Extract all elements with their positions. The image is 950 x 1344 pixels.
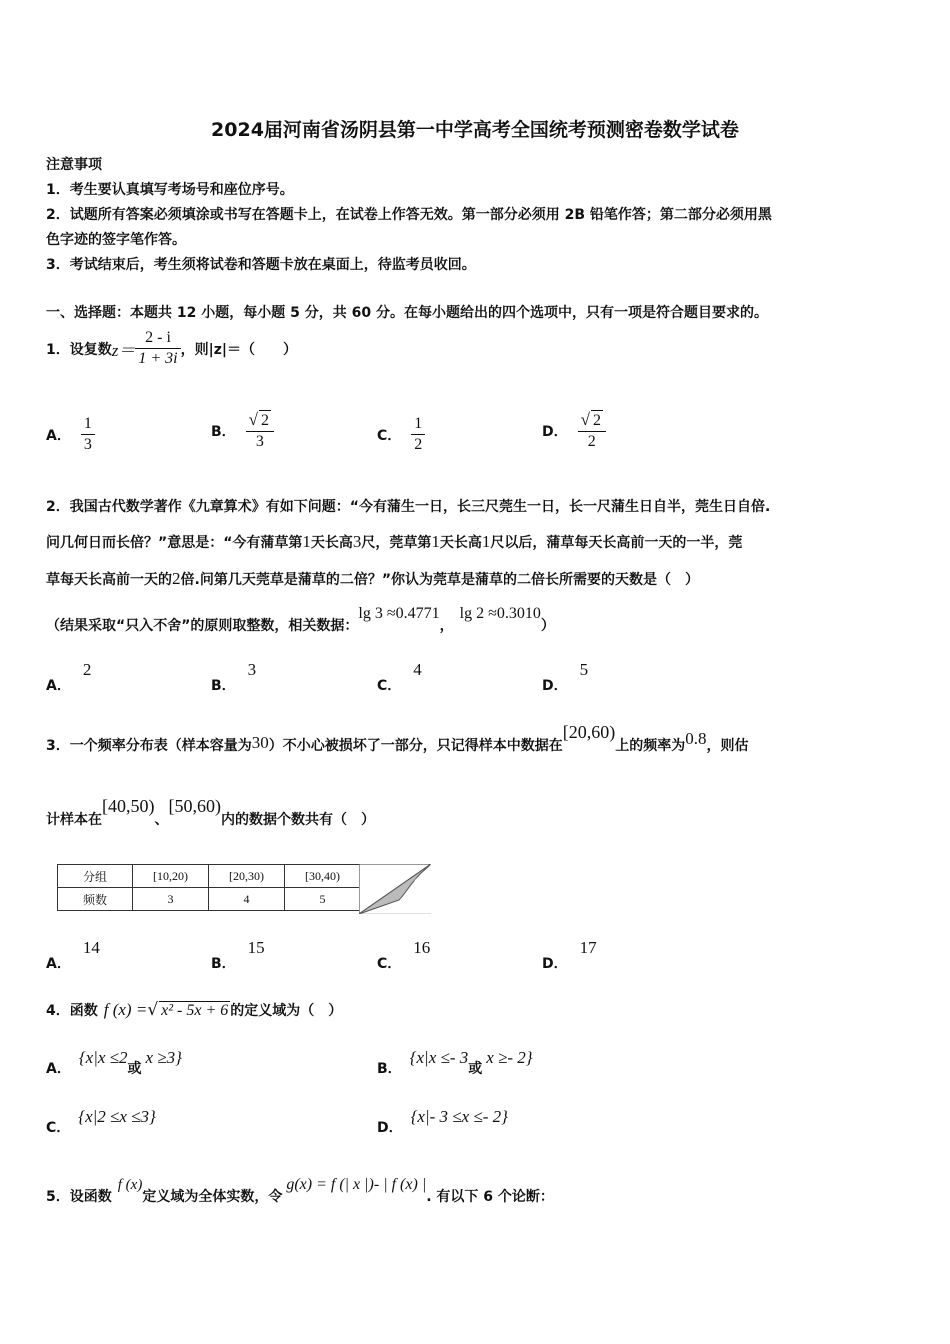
question-4 [46,1000,342,1020]
q2-lg3: lg 3 ≈0.4771 [358,605,440,622]
q3-frequency: 0.8 [685,729,707,748]
q1-option-b[interactable] [211,410,274,452]
table-cell: 频数 [58,888,133,911]
q3-line-1b: ）不小心被损坏了一部分，只记得样本中数据在 [268,738,563,754]
q4-option-d-label: D． [377,1120,403,1136]
q3-line-1 [46,722,749,754]
q1-option-a-den: 3 [83,436,92,453]
table-row [58,865,361,888]
q2-line-3 [46,569,699,589]
q3-option-a[interactable] [46,938,100,972]
table-cell: 3 [133,888,209,911]
table-header-cell: [20,30) [209,865,285,888]
q3-line-1d: ，则估 [706,738,749,754]
q1-option-d-label: D． [542,424,568,440]
q2-option-a-label: A． [46,678,71,694]
q5-prefix: 5．设函数 [46,1189,112,1205]
q1-option-c-fraction [411,414,425,455]
q2-option-d[interactable] [542,660,589,694]
sqrt-icon: √ [147,1000,159,1020]
q3-option-b[interactable] [211,938,265,972]
q2-line-2e: 尺以后，蒲草每天长高前一天的一半，莞 [490,535,743,551]
q4-option-b-set-2: x ≥- 2} [486,1048,533,1067]
q3-option-c[interactable] [377,938,431,972]
q3-line-2 [46,796,375,828]
table-row [58,888,361,911]
q2-num-5: 2 [172,569,181,588]
q4-option-d[interactable] [377,1107,508,1137]
q2-option-a-value: 2 [82,660,92,679]
q2-line-2b: 天长高 [310,535,353,551]
q1-option-a-num: 1 [81,414,95,435]
q1-prefix: 1．设复数 [46,341,112,358]
q1-option-c-num: 1 [411,414,425,435]
q3-interval-2: [50,60) [168,796,221,816]
notice-item-1: 1．考生要认真填写考场号和座位序号。 [46,182,294,198]
q1-option-c[interactable] [377,414,425,455]
q2-num-1: 1 [302,532,311,551]
q5-suffix: . 有以下 6 个论断： [426,1189,554,1205]
q5-g-function: g(x) = f (| x |)- | f (x) | [286,1176,427,1193]
q2-option-c-label: C． [377,678,402,694]
q3-line-2b: 内的数据个数共有（ ） [221,812,375,828]
q3-option-c-label: C． [377,956,402,972]
q2-num-4: 1 [481,532,491,551]
q1-suffix: ，则|z|＝（ ） [180,341,297,358]
q1-option-b-den: 3 [255,433,264,450]
q3-option-c-value: 16 [413,938,431,957]
q2-option-c-value: 4 [413,660,422,679]
q4-option-b-label: B． [377,1061,402,1077]
q2-line-2a: 问几何日而长倍？”意思是：“今有蒲草第 [46,535,303,551]
q1-option-a[interactable] [46,414,95,455]
q4-option-b-set-1: {x|x ≤- 3 [409,1048,469,1067]
q4-suffix: 的定义域为（ ） [230,1003,343,1019]
torn-corner-icon [359,864,431,914]
q4-option-b[interactable] [377,1048,533,1078]
q4-option-a[interactable] [46,1048,182,1078]
q4-option-c[interactable] [46,1107,156,1137]
table-header-cell: [10,20) [133,865,209,888]
question-1 [46,328,297,369]
q2-line-2 [46,532,742,552]
q2-line-4a: （结果采取“只入不舍”的原则取整数，相关数据： [46,618,359,634]
section-heading: 一、选择题：本题共 12 小题，每小题 5 分，共 60 分。在每小题给出的四个选项中，只有一项是符合题目要求的。 [46,305,768,321]
q3-option-b-value: 15 [247,938,265,957]
q1-option-b-fraction [246,410,274,452]
q3-line-1a: 3．一个频率分布表（样本容量为 [46,738,252,754]
q3-option-d-label: D． [542,956,568,972]
q2-line-3b: 倍.问第几天莞草是蒲草的二倍？”你认为莞草是蒲草的二倍长所需要的天数是（ ） [180,572,700,588]
q2-num-3: 1 [431,532,440,551]
q4-function: f (x) = [103,1000,148,1019]
q2-line-1: 2．我国古代数学著作《九章算术》有如下问题：“今有蒲生一日，长三尺莞生一日，长一尺蒲生日自半，莞生日自倍. [46,499,771,515]
q4-prefix: 4．函数 [46,1003,98,1019]
q1-option-c-den: 2 [414,436,423,453]
q4-option-c-set: {x|2 ≤x ≤3} [78,1107,156,1126]
q2-option-b-label: B． [211,678,236,694]
q4-option-d-set: {x|- 3 ≤x ≤- 2} [410,1107,508,1126]
q1-option-a-fraction [81,414,95,455]
q2-option-c[interactable] [377,660,422,694]
q1-option-d-den: 2 [587,433,596,450]
q4-option-a-label: A． [46,1061,71,1077]
table-header-cell: 分组 [58,865,133,888]
q2-line-4b: ） [540,618,555,634]
sqrt-icon: √ [580,410,590,429]
table-cell: 5 [285,888,361,911]
sqrt-icon: √ [248,410,259,429]
q2-line-2d: 天长高 [439,535,482,551]
q4-option-a-set-2: x ≥3} [145,1048,182,1067]
q4-option-c-label: C． [46,1120,71,1136]
q2-comma: ， [439,618,454,634]
q1-option-d-fraction [578,410,606,452]
q1-denominator: 1 + 3i [138,350,178,367]
page-title: 2024届河南省汤阴县第一中学高考全国统考预测密卷数学试卷 [211,119,739,141]
q3-interval-1: [40,50) [102,796,155,816]
q2-option-d-value: 5 [579,660,589,679]
q2-line-2c: 尺，莞草第 [361,535,432,551]
frequency-table [57,864,361,911]
q3-interval: [20,60) [562,722,616,742]
q3-option-d-value: 17 [579,938,597,957]
q2-lg2: lg 2 ≈0.3010 [459,605,541,622]
notice-item-2a: 2．试题所有答案必须填涂或书写在答题卡上，在试卷上作答无效。第一部分必须用 2B 铅笔作答；第二部分必须用黑 [46,207,772,223]
q3-option-a-value: 14 [82,938,100,957]
q2-option-b-value: 3 [247,660,257,679]
q4-radicand: x² - 5x + 6 [161,1001,229,1019]
q1-option-d-num: 2 [592,412,601,429]
q5-mid: 定义域为全体实数，令 [142,1189,283,1205]
q1-numerator: 2 - i [135,328,180,349]
q3-option-b-label: B． [211,956,236,972]
q2-line-4 [46,603,555,634]
q3-line-1c: 上的频率为 [615,738,686,754]
q3-line-2a: 计样本在 [46,812,102,828]
q2-option-d-label: D． [542,678,568,694]
table-cell: 4 [209,888,285,911]
q2-option-b[interactable] [211,660,257,694]
q4-option-b-or: 或 [468,1061,483,1077]
q3-frequency-table [57,864,431,914]
q3-option-a-label: A． [46,956,71,972]
notice-item-3: 3．考试结束后，考生须将试卷和答题卡放在桌面上，待监考员收回。 [46,257,476,273]
q5-function: f (x) [117,1177,143,1193]
table-header-cell: [30,40) [285,865,361,888]
q1-fraction [135,328,180,369]
q4-option-a-set-1: {x|x ≤2 [78,1048,128,1067]
q2-line-3a: 草每天长高前一天的 [46,572,172,588]
q2-option-a[interactable] [46,660,92,694]
q4-option-a-or: 或 [127,1061,142,1077]
q1-option-c-label: C． [377,427,402,444]
question-5 [46,1174,554,1205]
q3-option-d[interactable] [542,938,597,972]
q1-option-b-label: B． [211,424,236,440]
notice-heading: 注意事项 [46,157,102,173]
q3-separator: 、 [154,812,169,828]
q1-option-a-label: A． [46,427,71,444]
q1-var: z＝ [111,341,136,360]
q2-num-2: 3 [352,532,362,551]
notice-item-2b: 色字迹的签字笔作答。 [46,232,186,248]
q1-option-b-num: 2 [261,412,270,429]
q3-sample-size: 30 [251,733,269,752]
q1-option-d[interactable] [542,410,606,452]
